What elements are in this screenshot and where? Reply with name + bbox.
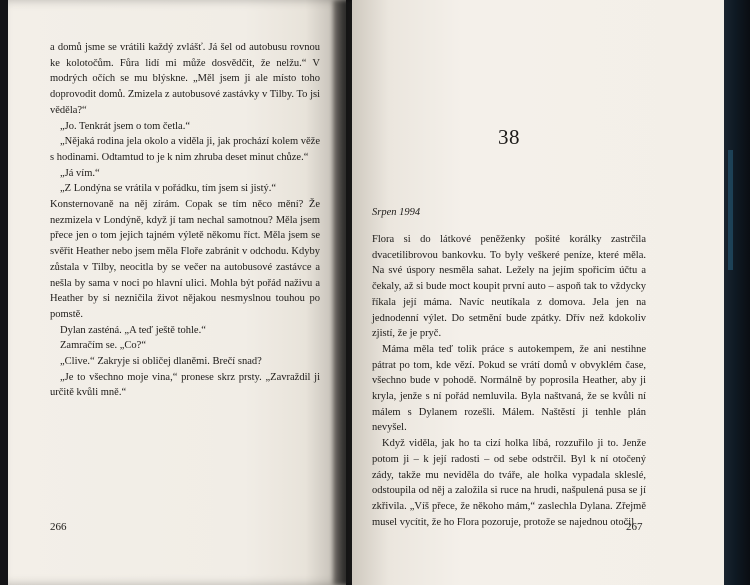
paragraph: „Je to všechno moje vina,“ pronese skrz prsty. „Zavraždil ji určitě kvůli mně.“ [50, 371, 320, 399]
scan-right-edge [724, 0, 750, 585]
paragraph: „Nějaká rodina jela okolo a viděla ji, jak prochází kolem věže s hodinami. Odtamtud to je k nim zhruba deset minut chůze.“ [50, 136, 320, 163]
paragraph: „Já vím.“ [60, 167, 100, 179]
paragraph: „Jo. Tenkrát jsem o tom četla.“ [60, 120, 190, 132]
paragraph: Flora si do látkové peněženky pošité korálky zastrčila dvacetilibrovou bankovku. To byly veškeré peníze, které měla. Na své úspory nesměla sahat. Ležely na jejím spořicím účtu a čekaly, až si bude moct koupit první auto – aspoň tak to vždycky říkala její máma. Navíc neutíkala z domova. Jela jen na jednodenní výlet. Do setmění bude zpátky. Dřív než kdokoliv zjistí, že je pryč. [372, 234, 646, 340]
left-page-number: 266 [50, 521, 67, 533]
right-page-number: 267 [626, 521, 643, 533]
paragraph: a domů jsme se vrátili každý zvlášť. Já šel od autobusu rovnou ke kolotočům. Fůra lidí mi může dosvědčit, že nelžu.“ V modrých očích se mu blýskne. „Měl jsem ji ale místo toho doprovodit domů. Zmizela z autobusové zastávky v Tilby. To jsi věděla?“ [50, 42, 320, 116]
left-page-body-text [50, 40, 320, 401]
paragraph: „Clive.“ Zakryje si obličej dlaněmi. Brečí snad? [60, 356, 262, 368]
right-page-body-text [372, 232, 646, 530]
chapter-number: 38 [498, 125, 520, 149]
paragraph: Dylan zasténá. „A teď ještě tohle.“ [60, 324, 206, 336]
paragraph: Když viděla, jak ho ta cizí holka líbá, rozzuřilo ji to. Jenže potom ji – k její radosti – od sebe odstrčil. Byl k ní otočený zády, takže mu neviděla do tváře, ale holka vypadala skleslé, odstoupila od něj a založila si ruce na hrudi, našpulená pusa se jí zkřivila. „Víš přece, že někoho mám,“ zaslechla Dylana. Zřejmě musel vycítit, že ho Flora pozoruje, protože se najednou otočil [372, 438, 646, 528]
paragraph: „Z Londýna se vrátila v pořádku, tím jsem si jistý.“ [60, 183, 277, 195]
paragraph: Máma měla teď tolik práce s autokempem, že ani nestihne pátrat po tom, kde vězí. Pokud se vrátí domů v obvyklém čase, všechno bude v pohodě. Normálně by poprosila Heather, aby ji kryla, jenže s ní pořád nemluvila. Byla naštvaná, že se kvůli ní málem s Dylanem rozešli. Málem. Naštěstí ji tenhle plán nevyšel. [372, 343, 646, 434]
chapter-date-line: Srpen 1994 [372, 207, 421, 218]
paragraph: Konsternovaně na něj zírám. Copak se tím něco mění? Že nezmizela v Londýně, když jí tam nechal samotnou? Měla jsem přece jen o tom jejich tajném výletě někomu říct. Měla jsem se svěřit Heather nebo jsem měla Floře zabránit v odchodu. Kdyby zůstala v Tilby, neocitla by se večer na autobusové zastávce a nešla by sama v noci po hlavní ulici. Mohla být pořád naživu a Heather by si nezničila život nějakou nesmyslnou touhou po pomstě. [50, 199, 320, 320]
paragraph: Zamračím se. „Co?“ [60, 340, 146, 352]
